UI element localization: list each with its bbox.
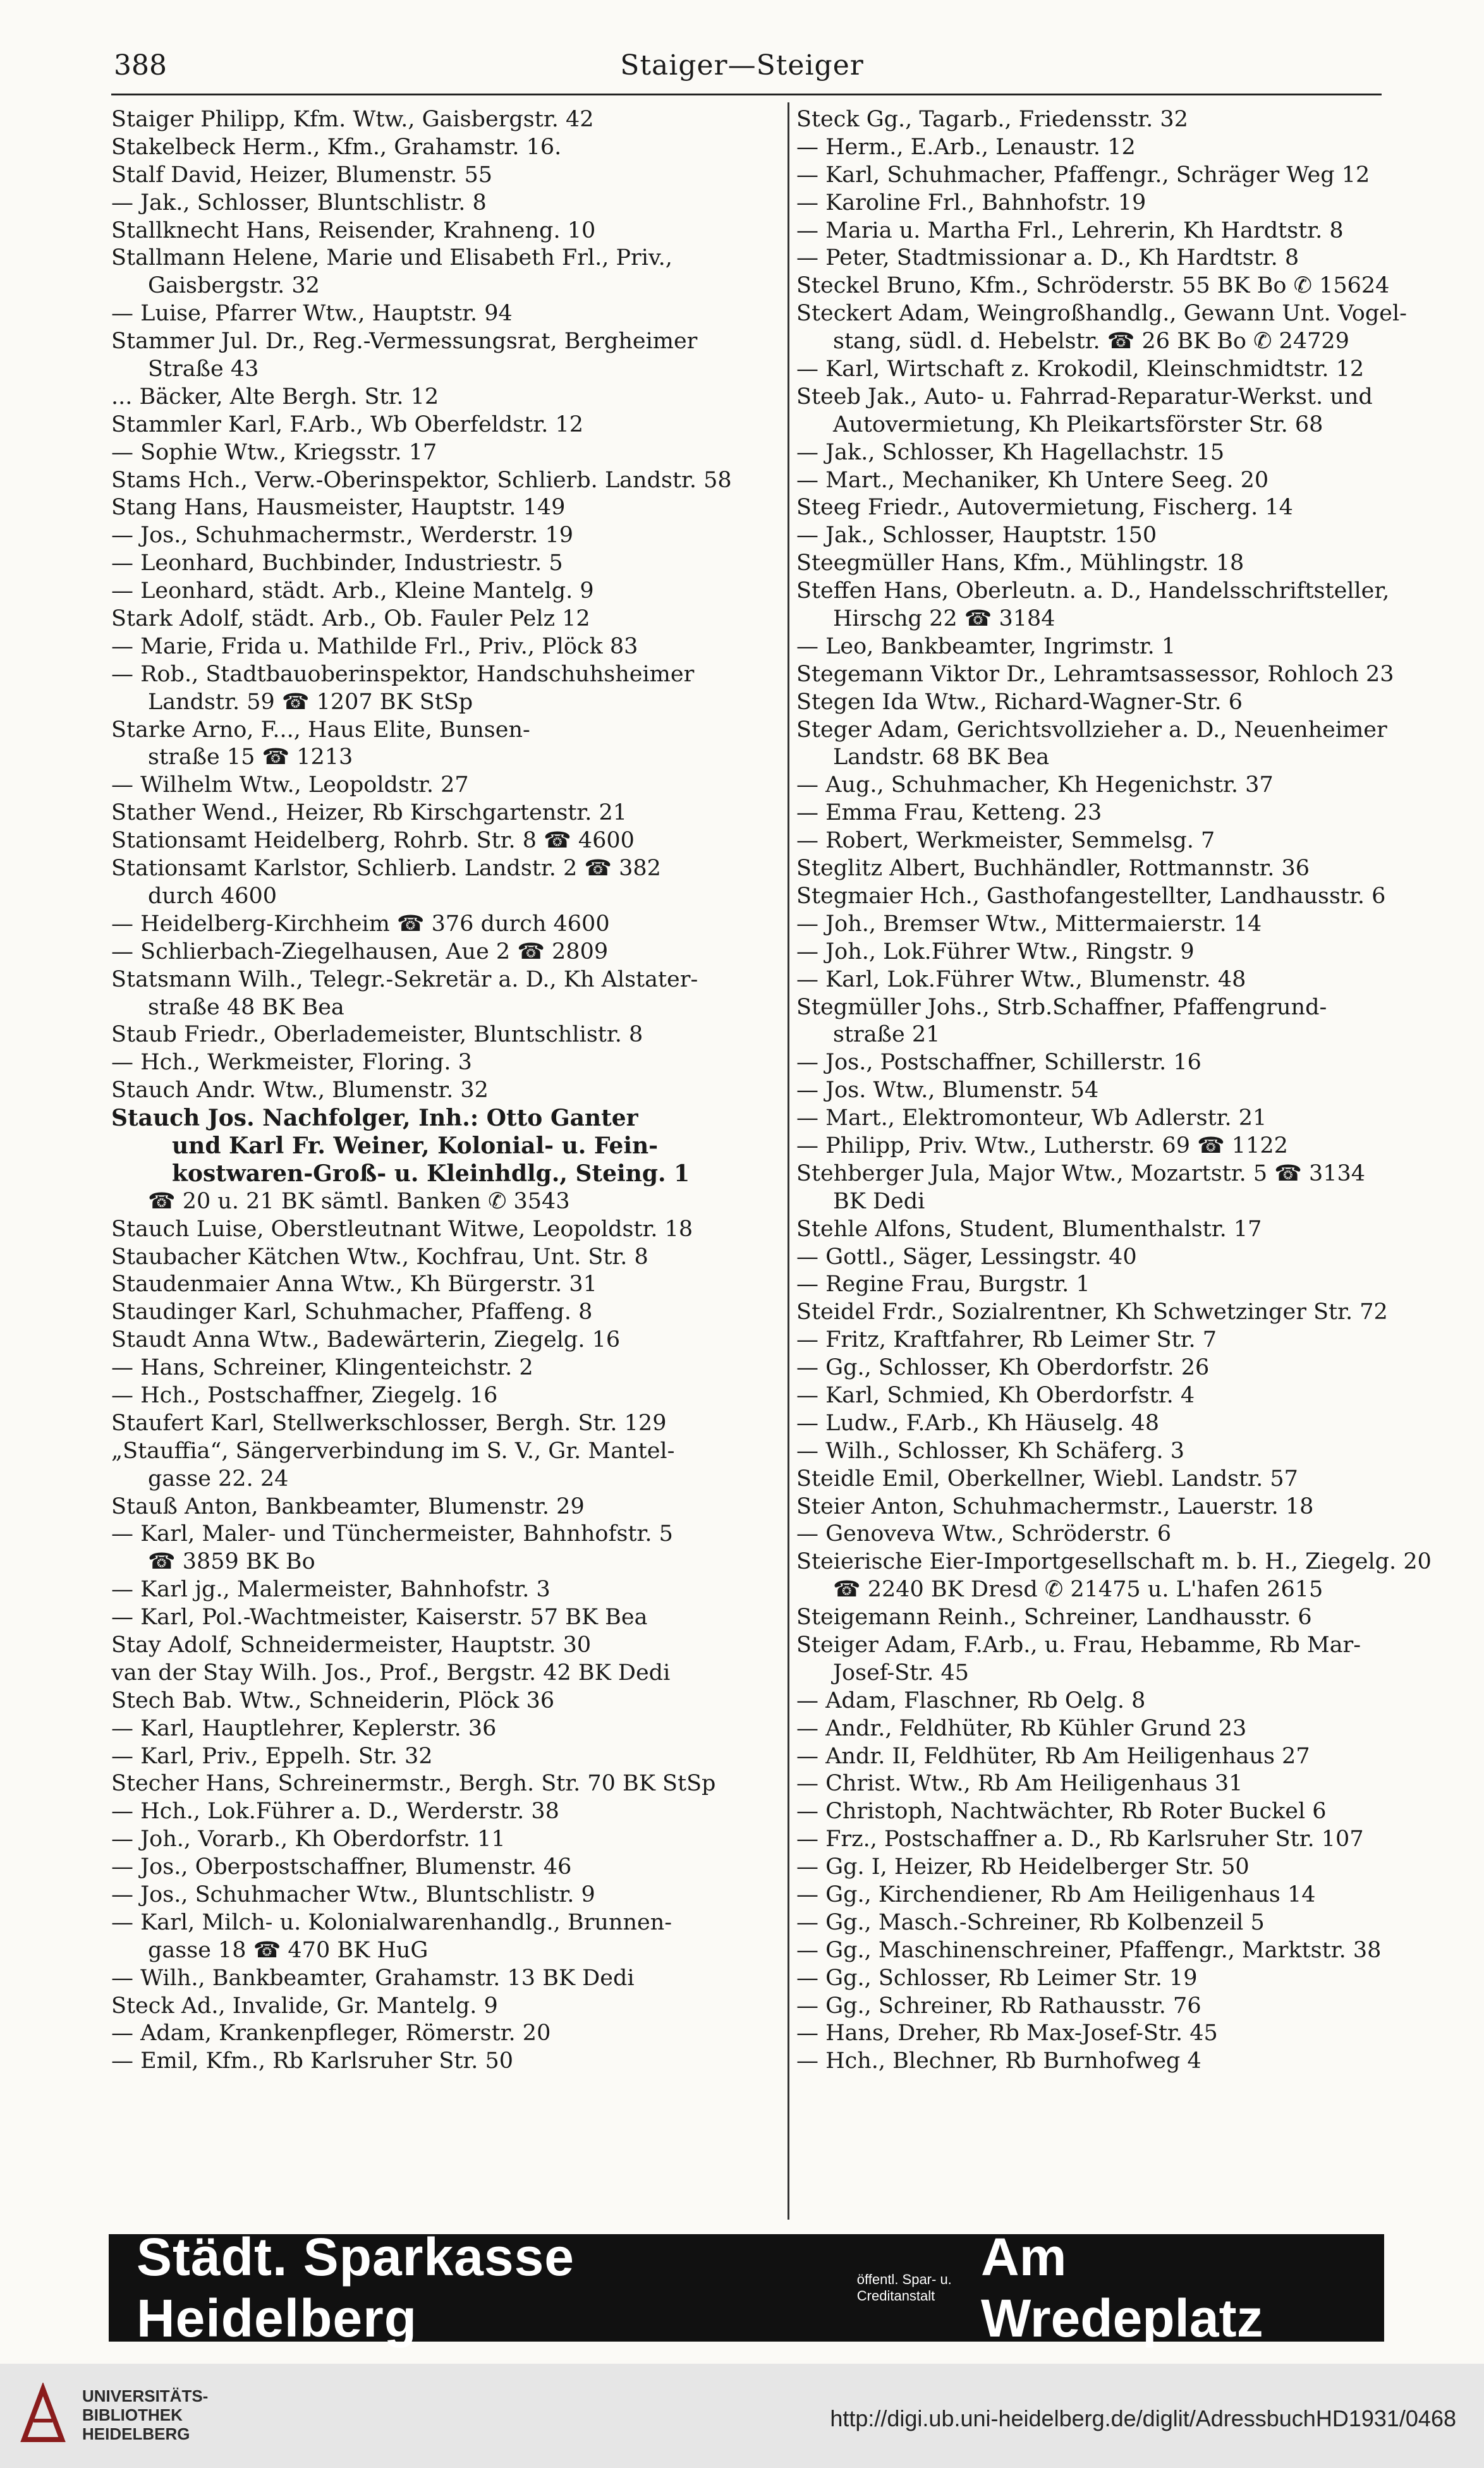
directory-entry: ☎ 20 u. 21 BK sämtl. Banken ✆ 3543: [148, 1188, 570, 1214]
directory-entry: — Karl, Hauptlehrer, Keplerstr. 36: [111, 1715, 497, 1741]
directory-entry: Stehle Alfons, Student, Blumenthalstr. 17: [796, 1216, 1262, 1242]
directory-entry: Stammer Jul. Dr., Reg.-Vermessungsrat, Bergheimer: [111, 329, 698, 355]
directory-entry: — Christ. Wtw., Rb Am Heiligenhaus 31: [796, 1771, 1243, 1797]
directory-entry: — Sophie Wtw., Kriegsstr. 17: [111, 439, 437, 465]
directory-entry: Stauß Anton, Bankbeamter, Blumenstr. 29: [111, 1493, 585, 1519]
directory-entry: — Gg., Masch.-Schreiner, Rb Kolbenzeil 5: [796, 1909, 1265, 1935]
directory-entry: Staiger Philipp, Kfm. Wtw., Gaisbergstr. 42: [111, 107, 594, 132]
directory-entry: Stauch Jos. Nachfolger, Inh.: Otto Ganter: [111, 1105, 638, 1132]
directory-entry: — Luise, Pfarrer Wtw., Hauptstr. 94: [111, 301, 513, 327]
directory-entry: — Frz., Postschaffner a. D., Rb Karlsruher Str. 107: [796, 1827, 1364, 1852]
directory-entry: Autovermietung, Kh Pleikartsförster Str. 68: [833, 411, 1323, 437]
directory-entry: — Emma Frau, Ketteng. 23: [796, 800, 1102, 826]
directory-entry: Steegmüller Hans, Kfm., Mühlingstr. 18: [796, 550, 1244, 576]
directory-entry: Statsmann Wilh., Telegr.-Sekretär a. D., Kh Alstater-: [111, 966, 698, 992]
directory-entry: — Ludw., F.Arb., Kh Häuselg. 48: [796, 1410, 1160, 1436]
directory-entry: — Karl, Wirtschaft z. Krokodil, Kleinschmidtstr. 12: [796, 356, 1365, 382]
directory-entry: Gaisbergstr. 32: [148, 273, 320, 299]
directory-entry: kostwaren-Groß- u. Kleinhdlg., Steing. 1: [172, 1160, 690, 1187]
directory-entry: gasse 18 ☎ 470 BK HuG: [148, 1937, 429, 1963]
directory-entry: — Fritz, Kraftfahrer, Rb Leimer Str. 7: [796, 1327, 1217, 1353]
directory-entry: Stalf David, Heizer, Blumenstr. 55: [111, 162, 493, 188]
directory-entry: — Jos., Postschaffner, Schillerstr. 16: [796, 1050, 1201, 1076]
directory-entry: — Wilh., Bankbeamter, Grahamstr. 13 BK Dedi: [111, 1965, 635, 1991]
directory-entry: — Regine Frau, Burgstr. 1: [796, 1272, 1090, 1298]
directory-entry: Starke Arno, F..., Haus Elite, Bunsen-: [111, 717, 530, 743]
directory-entry: — Emil, Kfm., Rb Karlsruher Str. 50: [111, 2048, 514, 2074]
directory-entry: — Peter, Stadtmissionar a. D., Kh Hardtstr. 8: [796, 245, 1299, 271]
directory-entry: — Marie, Frida u. Mathilde Frl., Priv., Plöck 83: [111, 633, 638, 659]
directory-entry: — Herm., E.Arb., Lenaustr. 12: [796, 134, 1136, 160]
directory-entry: — Jos., Schuhmacher Wtw., Bluntschlistr. 9: [111, 1882, 595, 1907]
directory-entry: — Wilh., Schlosser, Kh Schäferg. 3: [796, 1438, 1185, 1464]
page-number: 388: [114, 49, 167, 82]
directory-entry: — Jos., Oberpostschaffner, Blumenstr. 46: [111, 1854, 572, 1880]
directory-entry: — Karl, Lok.Führer Wtw., Blumenstr. 48: [796, 966, 1246, 992]
library-logo-icon: [18, 2383, 68, 2446]
directory-entry: Stallknecht Hans, Reisender, Krahneng. 10: [111, 217, 596, 243]
directory-entry: — Karl, Milch- u. Kolonialwarenhandlg., Brunnen-: [111, 1909, 672, 1935]
banner-small-line1: öffentl. Spar- u.: [856, 2271, 952, 2287]
directory-entry: — Hch., Postschaffner, Ziegelg. 16: [111, 1382, 498, 1408]
directory-entry: Landstr. 59 ☎ 1207 BK StSp: [148, 689, 473, 715]
directory-entry: — Genoveva Wtw., Schröderstr. 6: [796, 1521, 1172, 1547]
directory-entry: Staudinger Karl, Schuhmacher, Pfaffeng. 8: [111, 1299, 593, 1325]
header-rule: [111, 94, 1382, 95]
directory-entry: — Wilhelm Wtw., Leopoldstr. 27: [111, 772, 469, 798]
directory-entry: — Hch., Werkmeister, Floring. 3: [111, 1050, 472, 1076]
directory-entry: Steidle Emil, Oberkellner, Wiebl. Landstr. 57: [796, 1466, 1298, 1492]
source-url-link[interactable]: http://digi.ub.uni-heidelberg.de/diglit/AdressbuchHD1931/0468: [830, 2405, 1456, 2431]
banner-small-line2: Creditanstalt: [856, 2288, 935, 2304]
directory-entry: gasse 22. 24: [148, 1466, 289, 1492]
directory-entry: — Karl jg., Malermeister, Bahnhofstr. 3: [111, 1577, 550, 1603]
directory-entry: Stech Bab. Wtw., Schneiderin, Plöck 36: [111, 1687, 555, 1713]
directory-entry: Stauch Andr. Wtw., Blumenstr. 32: [111, 1078, 489, 1103]
directory-entry: Steglitz Albert, Buchhändler, Rottmannstr. 36: [796, 856, 1310, 882]
directory-entry: — Hch., Lok.Führer a. D., Werderstr. 38: [111, 1799, 559, 1825]
directory-entry: — Jos., Schuhmachermstr., Werderstr. 19: [111, 523, 574, 549]
directory-entry: Steckert Adam, Weingroßhandlg., Gewann Unt. Vogel-: [796, 301, 1408, 327]
directory-entry: straße 48 BK Bea: [148, 994, 344, 1020]
directory-entry: — Joh., Lok.Führer Wtw., Ringstr. 9: [796, 939, 1195, 964]
directory-entry: „Stauffia“, Sängerverbindung im S. V., Gr. Mantel-: [111, 1438, 675, 1464]
directory-entry: — Maria u. Martha Frl., Lehrerin, Kh Hardtstr. 8: [796, 217, 1344, 243]
directory-entry: Stationsamt Karlstor, Schlierb. Landstr. 2 ☎ 382: [111, 856, 661, 882]
directory-entry: Hirschg 22 ☎ 3184: [833, 606, 1055, 632]
library-name-line1: UNIVERSITÄTS-: [82, 2386, 209, 2405]
directory-entry: Steigemann Reinh., Schreiner, Landhausstr. 6: [796, 1605, 1312, 1631]
directory-entry: Staudenmaier Anna Wtw., Kh Bürgerstr. 31: [111, 1272, 597, 1298]
banner-small-text: [857, 2271, 981, 2304]
directory-entry: — Jak., Schlosser, Hauptstr. 150: [796, 523, 1157, 549]
banner-location-text: Am Wredeplatz: [981, 2227, 1263, 2348]
directory-entry: BK Dedi: [833, 1188, 925, 1214]
directory-entry: — Christoph, Nachtwächter, Rb Roter Buckel 6: [796, 1799, 1327, 1825]
directory-entry: Steidel Frdr., Sozialrentner, Kh Schwetzinger Str. 72: [796, 1299, 1388, 1325]
directory-entry: Steger Adam, Gerichtsvollzieher a. D., Neuenheimer: [796, 717, 1387, 743]
directory-entry: — Gg., Maschinenschreiner, Pfaffengr., Marktstr. 38: [796, 1937, 1382, 1963]
directory-entry: Staubacher Kätchen Wtw., Kochfrau, Unt. Str. 8: [111, 1244, 648, 1270]
directory-entry: Staufert Karl, Stellwerkschlosser, Bergh. Str. 129: [111, 1410, 667, 1436]
directory-entry: — Mart., Mechaniker, Kh Untere Seeg. 20: [796, 467, 1269, 493]
directory-entry: — Rob., Stadtbauoberinspektor, Handschuhsheimer: [111, 661, 695, 687]
directory-entry: — Hch., Blechner, Rb Burnhofweg 4: [796, 2048, 1201, 2074]
directory-entry: — Robert, Werkmeister, Semmelsg. 7: [796, 828, 1215, 854]
directory-entry: Stegen Ida Wtw., Richard-Wagner-Str. 6: [796, 689, 1243, 715]
directory-entry: — Leonhard, städt. Arb., Kleine Mantelg. 9: [111, 578, 594, 604]
directory-entry: straße 21: [833, 1022, 940, 1048]
directory-entry: — Joh., Bremser Wtw., Mittermaierstr. 14: [796, 911, 1262, 937]
directory-entry: ☎ 3859 BK Bo: [148, 1549, 315, 1575]
directory-entry: Stams Hch., Verw.-Oberinspektor, Schlierb. Landstr. 58: [111, 467, 732, 493]
directory-entry: — Heidelberg-Kirchheim ☎ 376 durch 4600: [111, 911, 610, 937]
directory-entry: Staudt Anna Wtw., Badewärterin, Ziegelg. 16: [111, 1327, 621, 1353]
directory-entry: — Jos. Wtw., Blumenstr. 54: [796, 1078, 1099, 1103]
directory-entry: — Andr., Feldhüter, Rb Kühler Grund 23: [796, 1715, 1247, 1741]
advertisement-banner: [109, 2227, 1384, 2348]
library-name-line2: BIBLIOTHEK: [82, 2405, 183, 2424]
directory-entry: Stegmaier Hch., Gasthofangestellter, Landhausstr. 6: [796, 883, 1386, 909]
directory-entry: Straße 43: [148, 356, 259, 382]
directory-entry: Josef-Str. 45: [833, 1660, 970, 1686]
directory-entry: Stather Wend., Heizer, Rb Kirschgartenstr. 21: [111, 800, 628, 826]
directory-entry: — Aug., Schuhmacher, Kh Hegenichstr. 37: [796, 772, 1274, 798]
column-divider: [788, 102, 789, 2220]
directory-entry: — Gg., Kirchendiener, Rb Am Heiligenhaus 14: [796, 1882, 1316, 1907]
directory-entry: — Karoline Frl., Bahnhofstr. 19: [796, 190, 1146, 216]
directory-entry: Steeg Friedr., Autovermietung, Fischerg. 14: [796, 495, 1293, 521]
directory-entry: van der Stay Wilh. Jos., Prof., Bergstr. 42 BK Dedi: [111, 1660, 671, 1686]
directory-entry: Stegmüller Johs., Strb.Schaffner, Pfaffengrund-: [796, 994, 1327, 1020]
directory-entry: Stay Adolf, Schneidermeister, Hauptstr. 30: [111, 1632, 592, 1658]
directory-entry: Steier Anton, Schuhmachermstr., Lauerstr. 18: [796, 1493, 1314, 1519]
directory-entry: Steck Gg., Tagarb., Friedensstr. 32: [796, 107, 1188, 132]
directory-entry: — Karl, Schuhmacher, Pfaffengr., Schräger Weg 12: [796, 162, 1370, 188]
directory-entry: — Gg., Schlosser, Rb Leimer Str. 19: [796, 1965, 1198, 1991]
directory-entry: — Karl, Maler- und Tünchermeister, Bahnhofstr. 5: [111, 1521, 673, 1547]
banner-main-text: Städt. Sparkasse Heidelberg: [137, 2227, 575, 2348]
directory-entry: Steeb Jak., Auto- u. Fahrrad-Reparatur-Werkst. und: [796, 384, 1373, 410]
directory-entry: — Karl, Priv., Eppelh. Str. 32: [111, 1743, 433, 1769]
directory-entry: Stationsamt Heidelberg, Rohrb. Str. 8 ☎ 4600: [111, 828, 635, 854]
directory-entry: — Gottl., Säger, Lessingstr. 40: [796, 1244, 1137, 1270]
directory-entry: ☎ 2240 BK Dresd ✆ 21475 u. L'hafen 2615: [833, 1577, 1323, 1603]
directory-entry: — Gg., Schlosser, Kh Oberdorfstr. 26: [796, 1355, 1210, 1381]
directory-entry: Steffen Hans, Oberleutn. a. D., Handelsschriftsteller,: [796, 578, 1390, 604]
directory-entry: — Hans, Schreiner, Klingenteichstr. 2: [111, 1355, 533, 1381]
directory-entry: — Adam, Krankenpfleger, Römerstr. 20: [111, 2021, 551, 2046]
directory-entry: — Philipp, Priv. Wtw., Lutherstr. 69 ☎ 1122: [796, 1133, 1288, 1158]
directory-entry: — Jak., Schlosser, Bluntschlistr. 8: [111, 190, 487, 216]
directory-entry: — Schlierbach-Ziegelhausen, Aue 2 ☎ 2809: [111, 939, 609, 964]
directory-entry: Stegemann Viktor Dr., Lehramtsassessor, Rohloch 23: [796, 661, 1394, 687]
right-column: [796, 106, 1484, 2076]
directory-entry: und Karl Fr. Weiner, Kolonial- u. Fein-: [172, 1132, 659, 1159]
directory-entry: Stecher Hans, Schreinermstr., Bergh. Str. 70 BK StSp: [111, 1771, 716, 1797]
directory-entry: Stakelbeck Herm., Kfm., Grahamstr. 16.: [111, 134, 562, 160]
directory-entry: Stallmann Helene, Marie und Elisabeth Frl., Priv.,: [111, 245, 672, 271]
directory-entry: Stang Hans, Hausmeister, Hauptstr. 149: [111, 495, 566, 521]
directory-entry: — Karl, Schmied, Kh Oberdorfstr. 4: [796, 1382, 1195, 1408]
directory-entry: Landstr. 68 BK Bea: [833, 745, 1050, 770]
directory-entry: Stammler Karl, F.Arb., Wb Oberfeldstr. 12: [111, 411, 583, 437]
directory-entry: Stauch Luise, Oberstleutnant Witwe, Leopoldstr. 18: [111, 1216, 693, 1242]
directory-entry: — Hans, Dreher, Rb Max-Josef-Str. 45: [796, 2021, 1218, 2046]
directory-entry: — Joh., Vorarb., Kh Oberdorfstr. 11: [111, 1827, 506, 1852]
library-name: [82, 2386, 208, 2443]
directory-entry: — Mart., Elektromonteur, Wb Adlerstr. 21: [796, 1105, 1267, 1131]
directory-entry: — Jak., Schlosser, Kh Hagellachstr. 15: [796, 439, 1225, 465]
directory-entry: Stehberger Jula, Major Wtw., Mozartstr. 5 ☎ 3134: [796, 1160, 1366, 1186]
directory-entry: — Gg. I, Heizer, Rb Heidelberger Str. 50: [796, 1854, 1250, 1880]
directory-entry: — Adam, Flaschner, Rb Oelg. 8: [796, 1687, 1146, 1713]
directory-entry: durch 4600: [148, 883, 277, 909]
page-title: Staiger—Steiger: [620, 49, 864, 82]
left-column: [111, 106, 782, 2076]
directory-entry: stang, südl. d. Hebelstr. ☎ 26 BK Bo ✆ 24729: [833, 329, 1349, 355]
directory-entry: — Karl, Pol.-Wachtmeister, Kaiserstr. 57 BK Bea: [111, 1605, 648, 1631]
directory-entry: Steckel Bruno, Kfm., Schröderstr. 55 BK Bo ✆ 15624: [796, 273, 1390, 299]
directory-entry: — Leonhard, Buchbinder, Industriestr. 5: [111, 550, 563, 576]
directory-entry: Stark Adolf, städt. Arb., Ob. Fauler Pelz 12: [111, 606, 590, 632]
directory-entry: — Leo, Bankbeamter, Ingrimstr. 1: [796, 633, 1176, 659]
directory-entry: — Andr. II, Feldhüter, Rb Am Heiligenhaus 27: [796, 1743, 1310, 1769]
directory-entry: straße 15 ☎ 1213: [148, 745, 353, 770]
library-name-line3: HEIDELBERG: [82, 2424, 190, 2443]
directory-entry: Steierische Eier-Importgesellschaft m. b. H., Ziegelg. 20: [796, 1549, 1432, 1575]
directory-entry: Steiger Adam, F.Arb., u. Frau, Hebamme, Rb Mar-: [796, 1632, 1361, 1658]
directory-entry: — Gg., Schreiner, Rb Rathausstr. 76: [796, 1993, 1201, 2019]
directory-entry: Staub Friedr., Oberlademeister, Bluntschlistr. 8: [111, 1022, 643, 1048]
directory-entry: ... Bäcker, Alte Bergh. Str. 12: [111, 384, 439, 410]
directory-entry: Steck Ad., Invalide, Gr. Mantelg. 9: [111, 1993, 498, 2019]
